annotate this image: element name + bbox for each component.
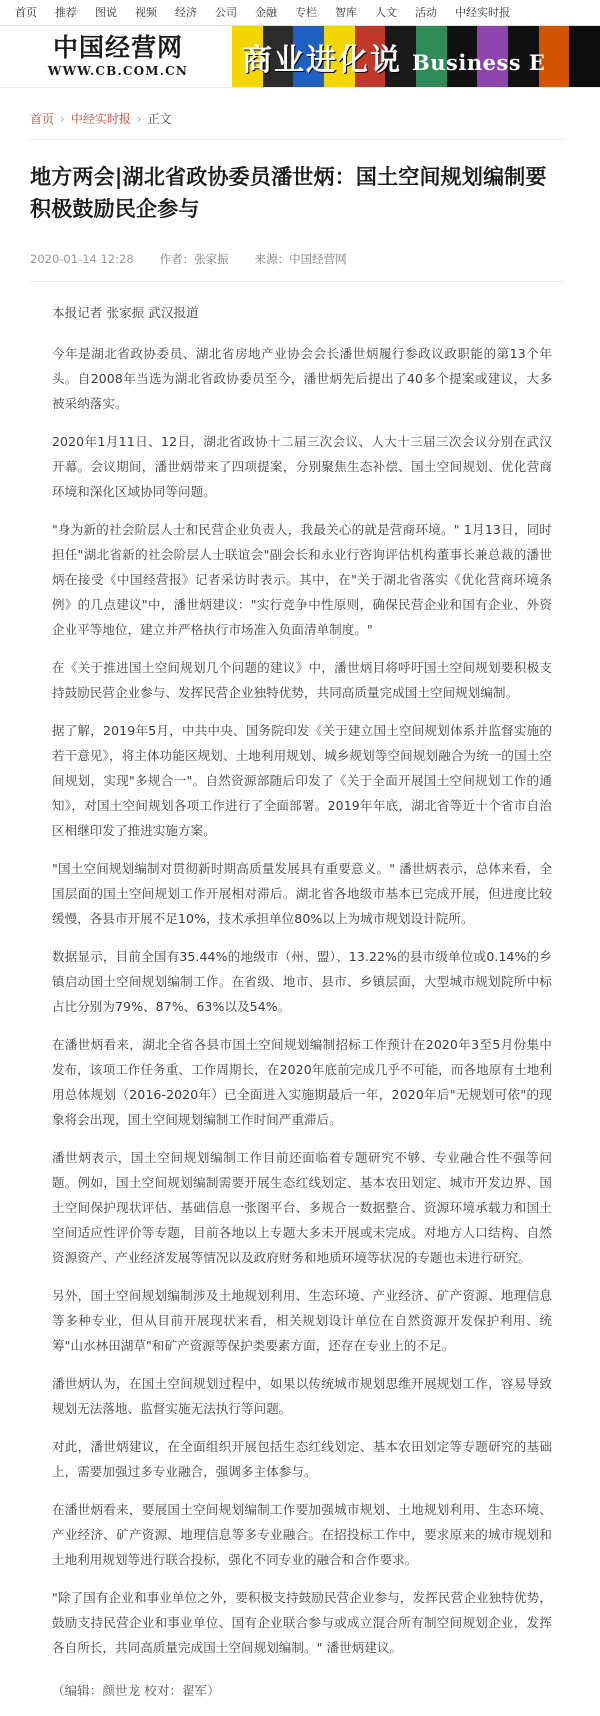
- breadcrumb-home-link[interactable]: 首页: [30, 112, 55, 126]
- paragraph: 对此，潘世炳建议，在全面组织开展包括生态红线划定、基本农田划定等专题研究的基础上，需要加强过多专业融合，强调多主体参与。: [52, 1439, 552, 1479]
- paragraph: 在潘世炳看来，要展国土空间规划编制工作要加强城市规划、土地规划利用、生态环境、产业经济、矿产资源、地理信息等多专业融合。在招投标工作中，要求原来的城市规划和土地利用规划等进行联合投标，强化不同专业的融合和合作要求。: [52, 1502, 552, 1567]
- breadcrumb-separator-2: ›: [136, 111, 142, 126]
- page-title: 地方两会|湖北省政协委员潘世炳：国土空间规划编制要积极鼓励民企参与: [30, 165, 547, 221]
- content-wrapper: [0, 110, 600, 1703]
- nav-item-realtime[interactable]: 中经实时报: [455, 6, 510, 19]
- article-source: 来源：中国经营网: [254, 252, 347, 266]
- nav-item-economy[interactable]: 经济: [175, 6, 197, 19]
- nav-item-events[interactable]: 活动: [415, 6, 437, 19]
- article-meta: [30, 251, 566, 282]
- banner-text-group: [232, 35, 600, 79]
- paragraph: 潘世炳表示，国土空间规划编制工作目前还面临着专题研究不够、专业融合性不强等问题。例如，国土空间规划编制需要开展生态红线划定、基本农田划定、城市开发边界、国土空间保护现状评估、基础信息一张图平台、多规合一数据整合、资源环境承载力和国土空间适应性评价等专题，目前各地以上专题大多未开展或未完成。对地方人口结构、自然资源资产、产业经济发展等情况以及政府财务和地质环境等状况的专题也未进行研究。: [52, 1150, 552, 1265]
- nav-item-humanities[interactable]: 人文: [375, 6, 397, 19]
- nav-item-thinktank[interactable]: 智库: [335, 6, 357, 19]
- promo-banner[interactable]: [232, 26, 600, 87]
- site-logo[interactable]: [0, 26, 232, 87]
- nav-item-finance[interactable]: 金融: [255, 6, 277, 19]
- paragraph: 在《关于推进国土空间规划几个问题的建议》中，潘世炳目将呼吁国土空间规划要积极支持鼓励民营企业参与、发挥民营企业独特优势，共同高质量完成国土空间规划编制。: [52, 660, 552, 700]
- article-body: [30, 300, 566, 1703]
- nav-item-column[interactable]: 专栏: [295, 6, 317, 19]
- paragraph: 本报记者 张家振 武汉报道: [52, 305, 199, 320]
- nav-item-video[interactable]: 视频: [135, 6, 157, 19]
- paragraph: "国土空间规划编制对贯彻新时期高质量发展具有重要意义。" 潘世炳表示，总体来看，全国层面的国土空间规划工作开展相对滞后。湖北省各地级市基本已完成开展，但进度比较缓慢，各县市开展不足10%，技术承担单位80%以上为城市规划设计院所。: [52, 861, 552, 926]
- nav-item-recommend[interactable]: 推荐: [55, 6, 77, 19]
- paragraph: 2020年1月11日、12日，湖北省政协十二届三次会议、人大十三届三次会议分别在武汉开幕。会议期间，潘世炳带来了四项提案，分别聚焦生态补偿、国土空间规划、优化营商环境和深化区域协同等问题。: [52, 434, 552, 499]
- banner-title-english: Business E: [412, 49, 546, 75]
- editor-credit: （编辑：颜世龙 校对：翟军）: [52, 1683, 220, 1698]
- paragraph: 今年是湖北省政协委员、湖北省房地产业协会会长潘世炳履行参政议政职能的第13个年头。自2008年当选为湖北省政协委员至今，潘世炳先后提出了40多个提案或建议，大多被采纳落实。: [52, 346, 552, 411]
- article-author: 作者：张家振: [159, 252, 229, 266]
- breadcrumb-section-link[interactable]: 中经实时报: [70, 112, 131, 126]
- publish-date: 2020-01-14 12:28: [30, 252, 134, 266]
- nav-item-company[interactable]: 公司: [215, 6, 237, 19]
- nav-item-home[interactable]: 首页: [15, 6, 37, 19]
- paragraph: "除了国有企业和事业单位之外，要积极支持鼓励民营企业参与，发挥民营企业独特优势，鼓励支持民营企业和事业单位、国有企业联合参与或成立混合所有制空间规划企业，发挥各自所长，共同高质量完成国土空间规划编制。" 潘世炳建议。: [52, 1590, 552, 1655]
- breadcrumb: [30, 110, 566, 140]
- paragraph: "身为新的社会阶层人士和民营企业负责人，我最关心的就是营商环境。" 1月13日，同时担任"湖北省新的社会阶层人士联谊会"副会长和永业行咨询评估机构董事长兼总裁的潘世炳在接受《中国经营报》记者采访时表示。其中，在"关于湖北省落实《优化营商环境条例》的几点建议"中，潘世炳建议："实行竞争中性原则，确保民营企业和国有企业、外资企业平等地位，建立并严格执行市场准入负面清单制度。": [52, 522, 552, 637]
- logo-chinese-text: 中国经营网: [52, 32, 183, 62]
- paragraph: 另外，国土空间规划编制涉及土地规划利用、生态环境、产业经济、矿产资源、地理信息等多种专业，但从目前开展现状来看，相关规划设计单位在自然资源开发保护利用、统筹"山水林田湖草"和矿产资源等保护类要素方面，还存在专业上的不足。: [52, 1288, 552, 1353]
- banner-title-chinese: 商业进化说: [242, 42, 402, 78]
- top-navigation: [0, 0, 600, 26]
- breadcrumb-separator-1: ›: [60, 111, 65, 126]
- site-header: [0, 26, 600, 88]
- nav-item-pictures[interactable]: 图说: [95, 6, 117, 19]
- paragraph: 在潘世炳看来，湖北全省各县市国土空间规划编制招标工作预计在2020年3至5月份集中发布，该项工作任务重、工作周期长，在2020年底前完成几乎不可能，而各地原有土地利用总体规划（2016-2020年）已全面进入实施期最后一年，2020年后"无规划可依"的现象将会出现，国土空间规划编制工作时间严重滞后。: [52, 1037, 552, 1127]
- logo-url-text: WWW.CB.COM.CN: [47, 64, 189, 79]
- breadcrumb-current: 正文: [147, 112, 172, 126]
- paragraph: 潘世炳认为，在国土空间规划过程中，如果以传统城市规划思维开展规划工作，容易导致规划无法落地、监督实施无法执行等问题。: [52, 1376, 552, 1416]
- paragraph: 据了解，2019年5月，中共中央、国务院印发《关于建立国土空间规划体系并监督实施的若干意见》，将主体功能区规划、土地利用规划、城乡规划等空间规划融合为统一的国土空间规划，实现"多规合一"。自然资源部随后印发了《关于全面开展国土空间规划工作的通知》，对国土空间规划各项工作进行了全面部署。2019年年底，湖北省等近十个省市自治区相继印发了推进实施方案。: [52, 723, 552, 838]
- paragraph: 数据显示，目前全国有35.44%的地级市（州、盟）、13.22%的县市级单位或0.14%的乡镇启动国土空间规划编制工作。在省级、地市、县市、乡镇层面，大型城市规划院所中标占比分别为79%、87%、63%以及54%。: [52, 949, 552, 1014]
